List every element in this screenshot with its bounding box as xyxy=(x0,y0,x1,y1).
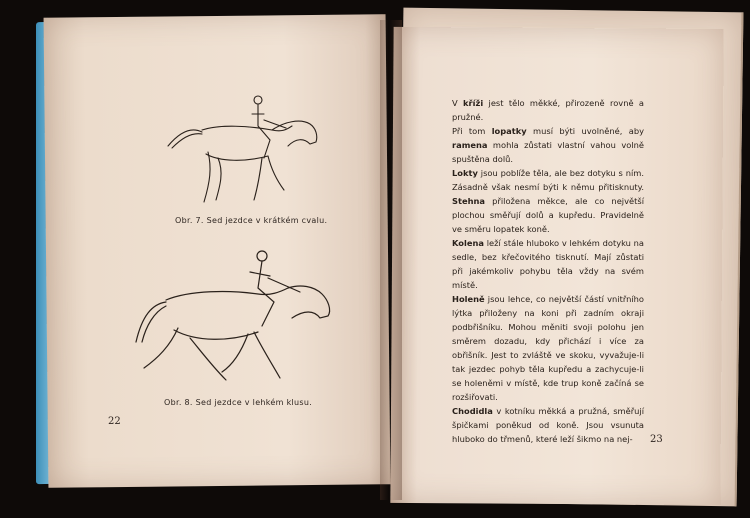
figure-7-caption: Obr. 7. Sed jezdce v krátkém cvalu. xyxy=(175,216,328,225)
rider-horse-canter-illustration xyxy=(160,86,330,208)
paragraph: Kolena leží stále hluboko v lehkém dotyku na sedle, bez křečovitého tisknutí. Mají zůstati při jakémkoliv pohybu těla vždy na svém místě. xyxy=(452,238,644,290)
rider-horse-trot-illustration xyxy=(130,246,340,394)
paragraph: Chodidla v kotníku měkká a pružná, směřují špičkami poněkud od koně. Jsou vsunuta hluboko do třmenů, které leží šikmo na nej- xyxy=(452,406,644,444)
paragraph: Při tom lopatky musí býti uvolněné, aby ramena mohla zůstati vlastní vahou volně spuštěna dolů. xyxy=(452,126,644,164)
figure-8-caption: Obr. 8. Sed jezdce v lehkém klusu. xyxy=(164,398,313,407)
body-text xyxy=(452,96,644,446)
page-number-left: 22 xyxy=(108,416,121,427)
paragraph: Lokty jsou poblíže těla, ale bez dotyku s ním. Zásadně však nesmí býti k němu přitisknuty. Stehna přiložena měkce, ale co největší plochou směřují dolů a kupředu. Pravidelně ve směru lopatek koně. xyxy=(452,168,644,234)
paragraph: Holeně jsou lehce, co největší částí vnitřního lýtka přiloženy na koni při zadním okraji podbřišníku. Mohou měniti svoji polohu jen směrem dozadu, kdy přichází i více za obřišník. Jest to zvláště ve skoku, vyvažuje-li tak jezdec pohyb těla kupředu a zachycuje-li se holeněmi v místě, kde trup koně začíná se rozšiřovati. xyxy=(452,294,644,402)
paragraph: V kříži jest tělo měkké, přirozeně rovně a pružné. xyxy=(452,98,644,122)
book-gutter xyxy=(380,20,402,500)
page-number-right: 23 xyxy=(650,434,663,445)
